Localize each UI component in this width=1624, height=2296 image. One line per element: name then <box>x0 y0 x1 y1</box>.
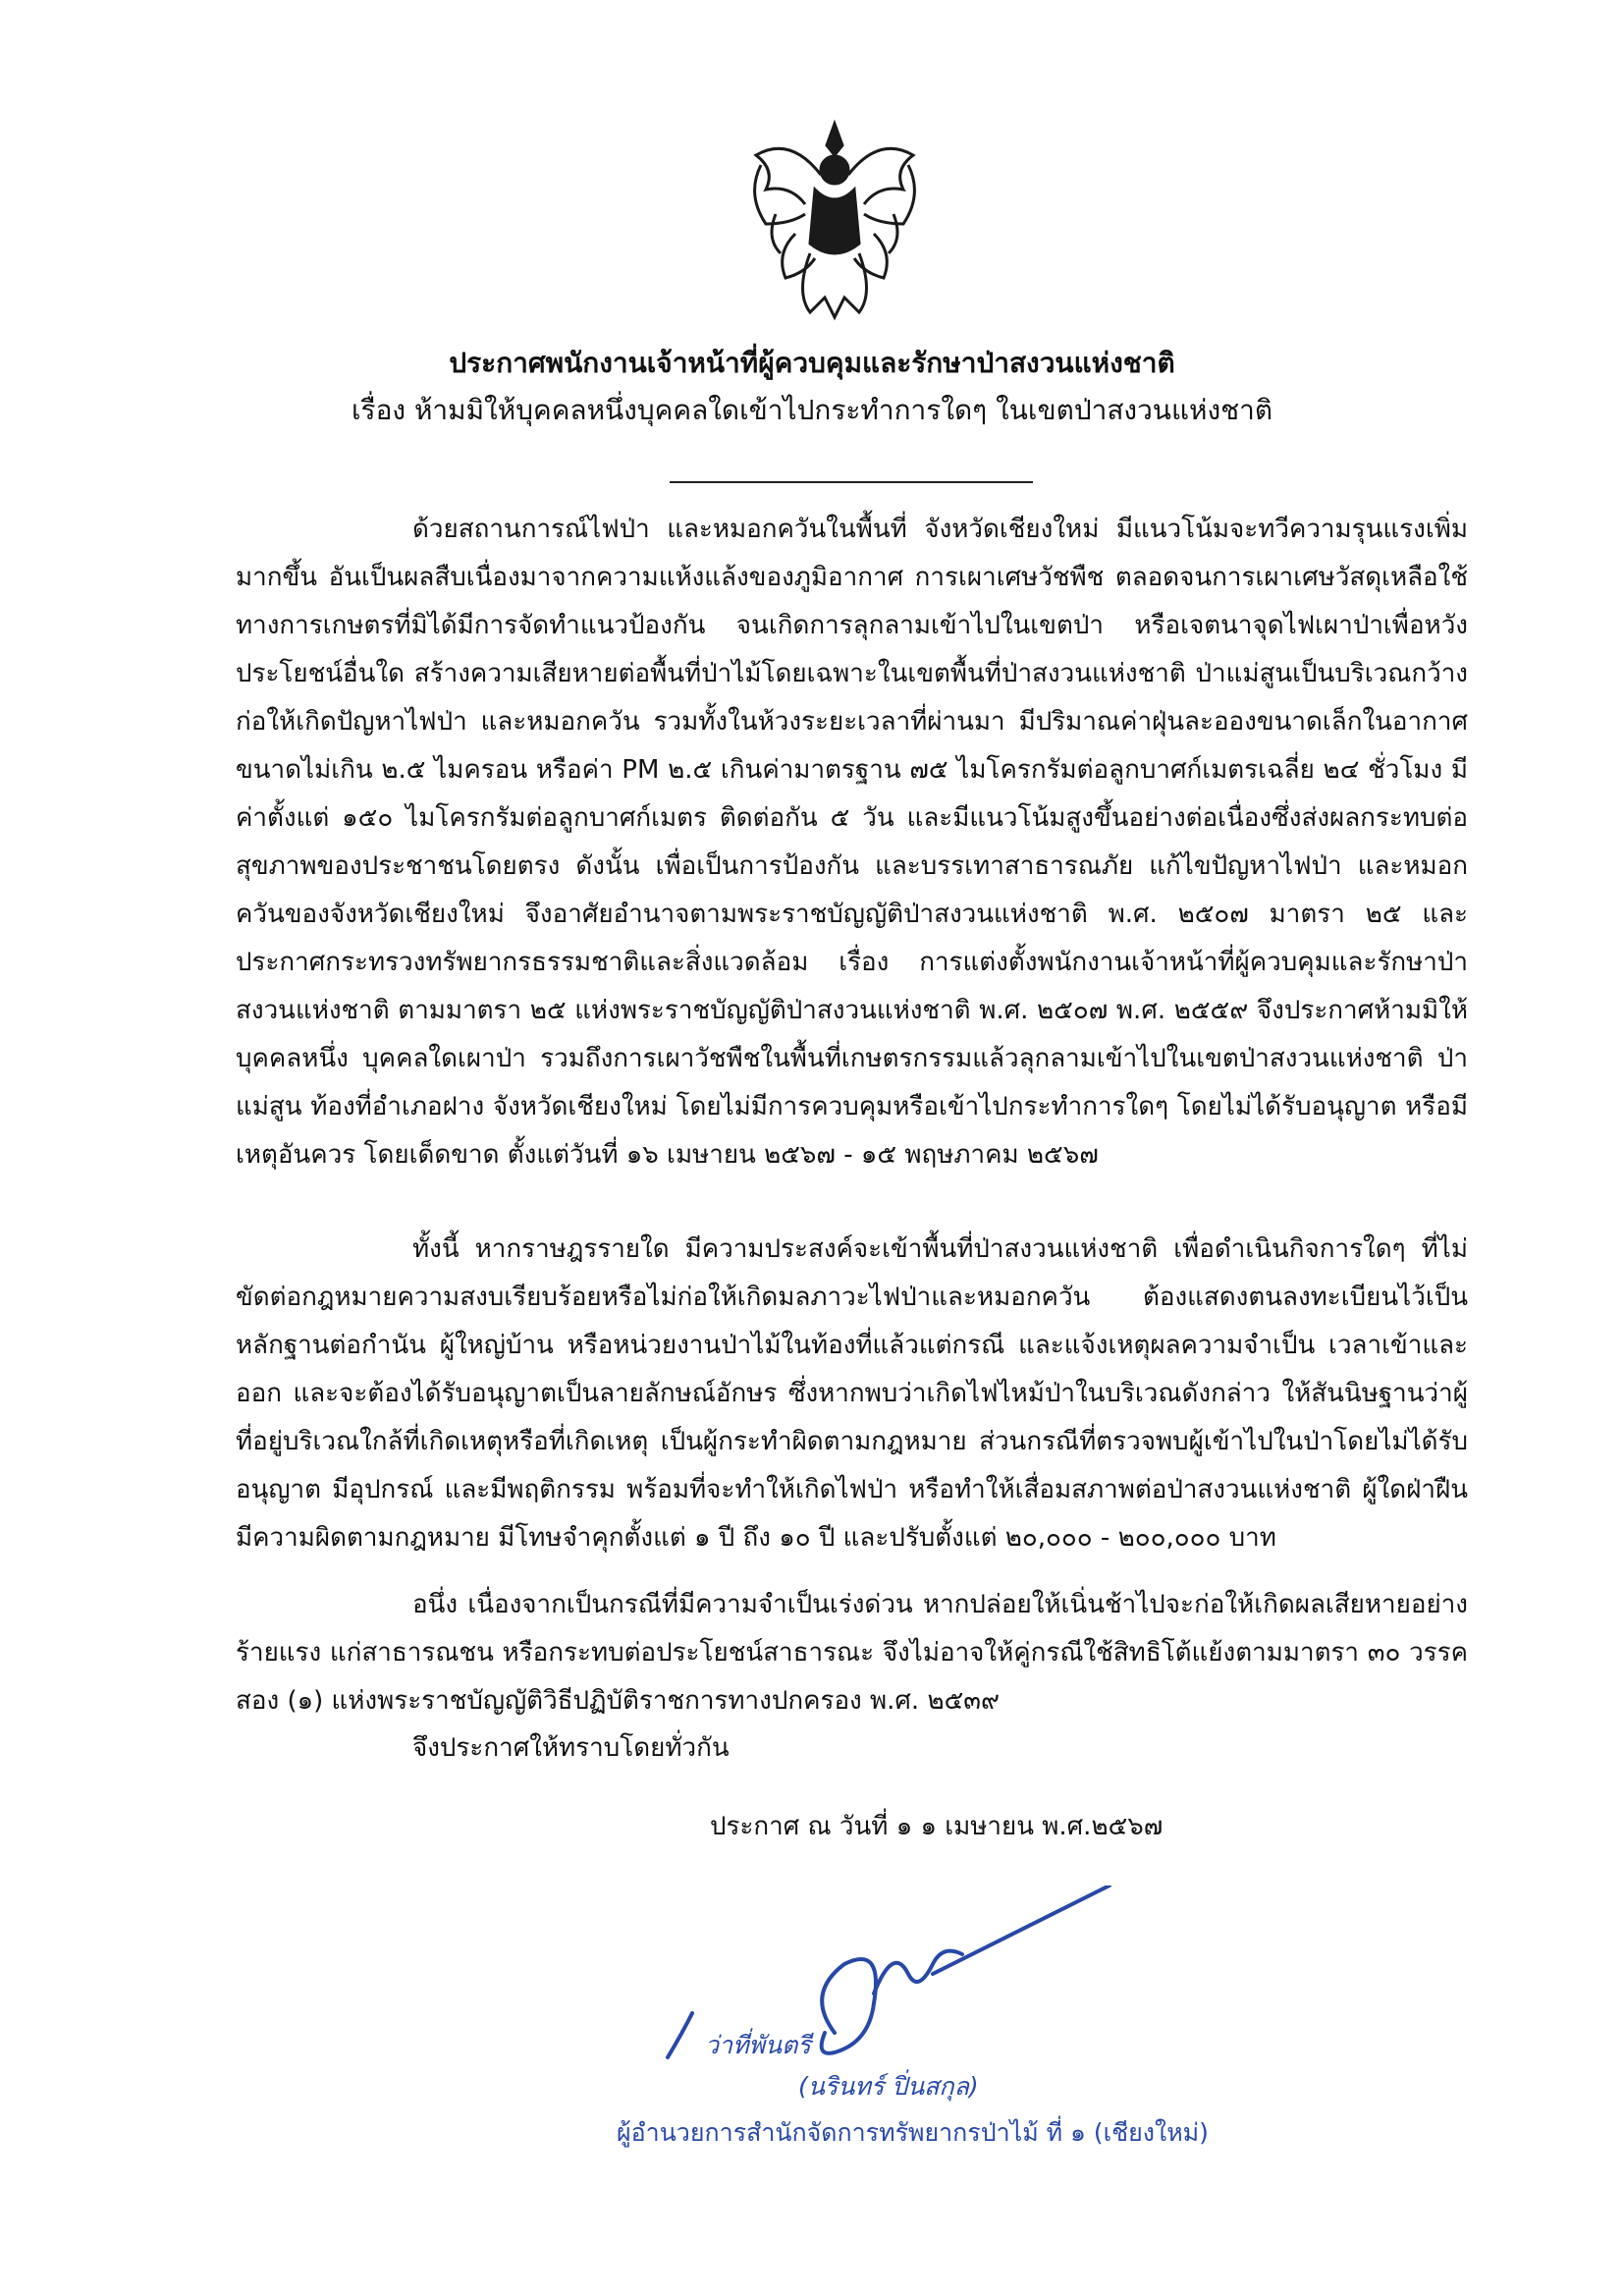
body-paragraph-2: ทั้งนี้ หากราษฎรรายใด มีความประสงค์จะเข้าพื้นที่ป่าสงวนแห่งชาติ เพื่อดำเนินกิจการใดๆ ที่ไม่ขัดต่อกฎหมายความสงบเรียบร้อยหรือไม่ก่อให้เกิดมลภาวะไฟป่าและหมอกควัน ต้องแสดงตนลงทะเบียนไว้เป็นหลักฐานต่อกำนัน ผู้ใหญ่บ้าน หรือหน่วยงานป่าไม้ในท้องที่แล้วแต่กรณี และแจ้งเหตุผลความจำเป็น เวลาเข้าและออก และจะต้องได้รับอนุญาตเป็นลายลักษณ์อักษร ซึ่งหากพบว่าเกิดไฟไหม้ป่าในบริเวณดังกล่าว ให้สันนิษฐานว่าผู้ที่อยู่บริเวณใกล้ที่เกิดเหตุหรือที่เกิดเหตุ เป็นผู้กระทำผิดตามกฎหมาย ส่วนกรณีที่ตรวจพบผู้เข้าไปในป่าโดยไม่ได้รับอนุญาต มีอุปกรณ์ และมีพฤติกรรม พร้อมที่จะทำให้เกิดไฟป่า หรือทำให้เสื่อมสภาพต่อป่าสงวนแห่งชาติ ผู้ใดฝ่าฝืนมีความผิดตามกฎหมาย มีโทษจำคุกตั้งแต่ ๑ ปี ถึง ๑๐ ปี และปรับตั้งแต่ ๒๐,๐๐๐ - ๒๐๐,๐๐๐ บาท <box>236 1234 1468 1553</box>
announcement-date: ประกาศ ณ วันที่ ๑ ๑ เมษายน พ.ศ.๒๕๖๗ <box>710 1812 1164 1841</box>
body-paragraph-1: ด้วยสถานการณ์ไฟป่า และหมอกควันในพื้นที่ จังหวัดเชียงใหม่ มีแนวโน้มจะทวีความรุนแรงเพิ่มมากขึ้น อันเป็นผลสืบเนื่องมาจากความแห้งแล้งของภูมิอากาศ การเผาเศษวัชพืช ตลอดจนการเผาเศษวัสดุเหลือใช้ทางการเกษตรที่มิได้มีการจัดทำแนวป้องกัน จนเกิดการลุกลามเข้าไปในเขตป่า หรือเจตนาจุดไฟเผาป่าเพื่อหวังประโยชน์อื่นใด สร้างความเสียหายต่อพื้นที่ป่าไม้โดยเฉพาะในเขตพื้นที่ป่าสงวนแห่งชาติ ป่าแม่สูนเป็นบริเวณกว้าง ก่อให้เกิดปัญหาไฟป่า และหมอกควัน รวมทั้งในห้วงระยะเวลาที่ผ่านมา มีปริมาณค่าฝุ่นละอองขนาดเล็กในอากาศขนาดไม่เกิน ๒.๕ ไมครอน หรือค่า PM ๒.๕ เกินค่ามาตรฐาน ๗๕ ไมโครกรัมต่อลูกบาศก์เมตรเฉลี่ย ๒๔ ชั่วโมง มีค่าตั้งแต่ ๑๕๐ ไมโครกรัมต่อลูกบาศก์เมตร ติดต่อกัน ๕ วัน และมีแนวโน้มสูงขึ้นอย่างต่อเนื่องซึ่งส่งผลกระทบต่อสุขภาพของประชาชนโดยตรง ดังนั้น เพื่อเป็นการป้องกัน และบรรเทาสาธารณภัย แก้ไขปัญหาไฟป่า และหมอกควันของจังหวัดเชียงใหม่ จึงอาศัยอำนาจตามพระราชบัญญัติป่าสงวนแห่งชาติ พ.ศ. ๒๕๐๗ มาตรา ๒๕ และประกาศกระทรวงทรัพยากรธรรมชาติและสิ่งแวดล้อม เรื่อง การแต่งตั้งพนักงานเจ้าหน้าที่ผู้ควบคุมและรักษาป่าสงวนแห่งชาติ ตามมาตรา ๒๕ แห่งพระราชบัญญัติป่าสงวนแห่งชาติ พ.ศ. ๒๕๐๗ พ.ศ. ๒๕๕๙ จึงประกาศห้ามมิให้บุคคลหนึ่ง บุคคลใดเผาป่า รวมถึงการเผาวัชพืชในพื้นที่เกษตรกรรมแล้วลุกลามเข้าไปในเขตป่าสงวนแห่งชาติ ป่าแม่สูน ท้องที่อำเภอฝาง จังหวัดเชียงใหม่ โดยไม่มีการควบคุมหรือเข้าไปกระทำการใดๆ โดยไม่ได้รับอนุญาต หรือมีเหตุอันควร โดยเด็ดขาด ตั้งแต่วันที่ ๑๖ เมษายน ๒๕๖๗ - ๑๕ พฤษภาคม ๒๕๖๗ <box>236 515 1468 1170</box>
signer-rank: ว่าที่พันตรี <box>705 2031 811 2059</box>
signer-position: ผู้อำนวยการสำนักจัดการทรัพยากรป่าไม้ ที่ ๑ (เชียงใหม่) <box>617 2118 1209 2147</box>
closing-line: จึงประกาศให้ทราบโดยทั่วกัน <box>412 1733 730 1763</box>
body-paragraph-3: อนึ่ง เนื่องจากเป็นกรณีที่มีความจำเป็นเร่งด่วน หากปล่อยให้เนิ่นช้าไปจะก่อให้เกิดผลเสียหายอย่างร้ายแรง แก่สาธารณชน หรือกระทบต่อประโยชน์สาธารณะ จึงไม่อาจให้คู่กรณีใช้สิทธิโต้แย้งตามมาตรา ๓๐ วรรคสอง (๑) แห่งพระราชบัญญัติวิธีปฏิบัติราชการทางปกครอง พ.ศ. ๒๕๓๙ <box>236 1590 1468 1716</box>
garuda-emblem-icon <box>736 116 933 322</box>
signer-name: (นรินทร์ ปิ่นสกุล) <box>798 2072 979 2101</box>
title-divider <box>670 481 1033 483</box>
announcement-subject: เรื่อง ห้ามมิให้บุคคลหนึ่งบุคคลใดเข้าไปกระทำการใดๆ ในเขตป่าสงวนแห่งชาติ <box>351 394 1273 426</box>
announcement-title: ประกาศพนักงานเจ้าหน้าที่ผู้ควบคุมและรักษาป่าสงวนแห่งชาติ <box>449 347 1175 379</box>
